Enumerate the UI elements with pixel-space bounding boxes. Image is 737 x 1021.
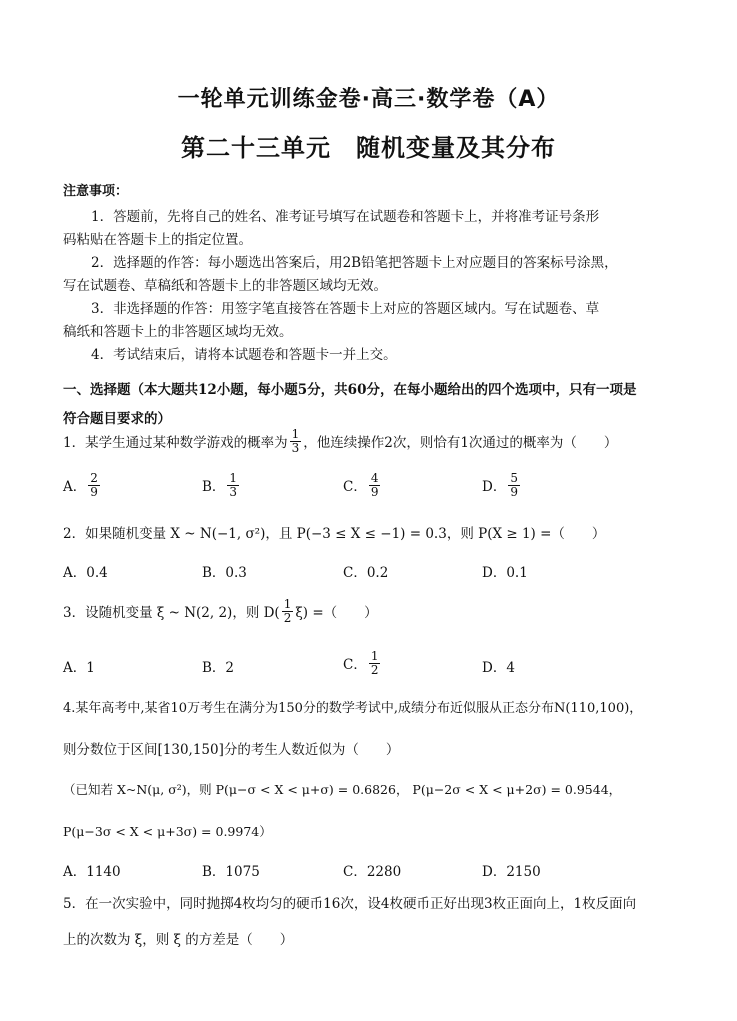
section-heading: 一、选择题（本大题共12小题，每小题5分，共60分，在每小题给出的四个选项中，只有一项是 [63, 382, 637, 398]
exam-title: 一轮单元训练金卷·高三·数学卷（A） [177, 87, 560, 112]
question-4: 4.某年高考中,某省10万考生在满分为150分的数学考试中,成绩分布近似服从正态分布N(110,100)， [63, 701, 643, 716]
question-4-hint: （已知若 X~N(μ, σ²)，则 P(μ−σ < X < μ+σ) = 0.6826， P(μ−2σ < X < μ+2σ) = 0.9544， [63, 782, 622, 797]
q1-option-c: C． $\frac{4}{9}$ [343, 471, 379, 499]
notice-line: 码粘贴在答题卡上的指定位置。 [63, 232, 252, 248]
notice-line: 2．选择题的作答：每小题选出答案后，用2B铅笔把答题卡上对应题目的答案标号涂黑， [91, 255, 618, 271]
q4-option-d: D．2150 [482, 864, 541, 880]
section-heading-cont: 符合题目要求的） [63, 411, 171, 427]
q3-option-d: D．4 [482, 660, 515, 676]
q3-text-pre: 3．设随机变量 ξ ~ N(2, 2)，则 D( [63, 605, 280, 622]
q3-fraction: $\frac{1}{2}$ [283, 597, 292, 625]
q3-text-post: ξ) =（ ） [295, 605, 378, 622]
q1-text-post: ，他连续操作2次，则恰有1次通过的概率为（ ） [303, 435, 618, 452]
q3-option-b: B．2 [202, 660, 235, 676]
notice-line: 稿纸和答题卡上的非答题区域均无效。 [63, 324, 293, 340]
question-4-cont: 则分数位于区间[130,150]分的考生人数近似为（ ） [63, 742, 400, 758]
q2-option-c: C．0.2 [343, 565, 389, 581]
question-1 [63, 428, 617, 454]
q1-option-b: B． $\frac{1}{3}$ [202, 471, 238, 499]
notice-line: 4．考试结束后，请将本试题卷和答题卡一并上交。 [91, 347, 397, 363]
q2-option-b: B．0.3 [202, 565, 247, 581]
notice-line: 1．答题前，先将自己的姓名、准考证号填写在试题卷和答题卡上，并将准考证号条形 [91, 209, 600, 225]
q4-option-b: B．1075 [202, 864, 260, 880]
question-5-cont: 上的次数为 ξ，则 ξ 的方差是（ ） [63, 932, 294, 948]
q1-option-d: D． $\frac{5}{9}$ [482, 471, 518, 499]
notice-heading: 注意事项： [63, 184, 129, 199]
question-4-hint-cont: P(μ−3σ < X < μ+3σ) = 0.9974） [63, 824, 272, 839]
notice-line: 写在试题卷、草稿纸和答题卡上的非答题区域均无效。 [63, 278, 387, 294]
question-3 [63, 598, 378, 624]
q1-fraction: $\frac{1}{3}$ [291, 427, 300, 455]
q4-option-a: A．1140 [63, 864, 121, 880]
q3-option-c: C． $\frac{1}{2}$ [343, 649, 379, 677]
q4-option-c: C．2280 [343, 864, 402, 880]
question-2: 2．如果随机变量 X ~ N(−1, σ²)，且 P(−3 ≤ X ≤ −1) = 0.3，则 P(X ≥ 1) =（ ） [63, 526, 606, 542]
q3-option-a: A．1 [63, 660, 95, 676]
unit-title: 第二十三单元 随机变量及其分布 [181, 134, 556, 162]
q2-option-d: D．0.1 [482, 565, 528, 581]
notice-line: 3．非选择题的作答：用签字笔直接答在答题卡上对应的答题区域内。写在试题卷、草 [91, 301, 600, 317]
q1-text-pre: 1．某学生通过某种数学游戏的概率为 [63, 435, 288, 452]
question-5: 5．在一次实验中，同时抛掷4枚均匀的硬币16次，设4枚硬币正好出现3枚正面向上，1枚反面向 [63, 896, 637, 912]
q2-option-a: A．0.4 [63, 565, 108, 581]
q1-option-a: A． $\frac{2}{9}$ [63, 471, 98, 499]
